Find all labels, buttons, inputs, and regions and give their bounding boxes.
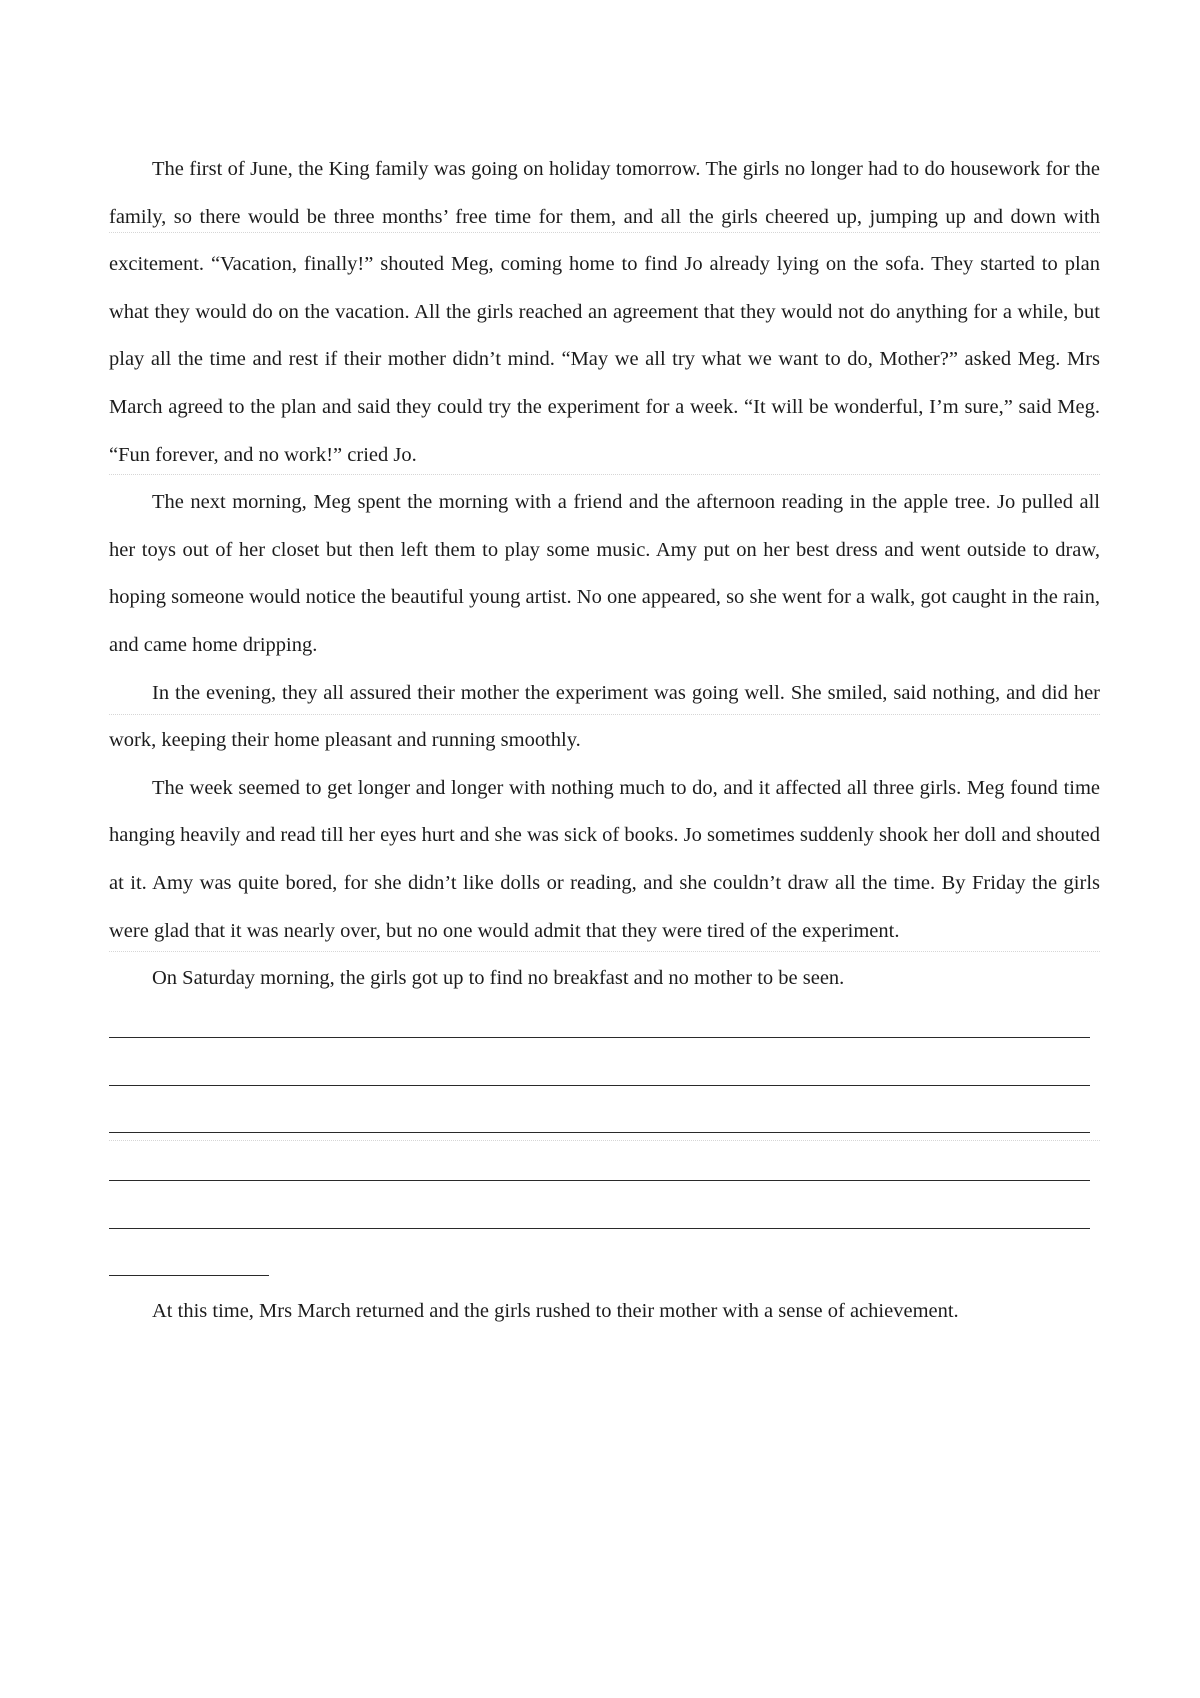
answer-lines — [109, 1003, 1100, 1289]
answer-line[interactable] — [109, 1003, 1100, 1051]
answer-line[interactable] — [109, 1193, 1100, 1241]
paragraph-3: In the evening, they all assured their mother the experiment was going well. She smiled, said nothing, and did her work, keeping their home pleasant and running smoothly. — [109, 681, 1100, 752]
writing-prompt-end: At this time, Mrs March returned and the girls rushed to their mother with a sense of achievement. — [152, 1300, 959, 1323]
answer-line[interactable] — [109, 1098, 1100, 1146]
paragraph-4: The week seemed to get longer and longer with nothing much to do, and it affected all three girls. Meg found time hanging heavily and read till her eyes hurt and she was sick of books. Jo sometimes suddenly shook her doll and shouted at it. Amy was quite bored, for she didn’t like dolls or reading, and she couldn’t draw all the time. By Friday the girls were glad that it was nearly over, but no one would admit that they were tired of the experiment. — [109, 776, 1100, 942]
paragraph-2: The next morning, Meg spent the morning with a friend and the afternoon reading in the apple tree. Jo pulled all her toys out of her closet but then left them to play some music. Amy put on her best dress and went outside to draw, hoping someone would notice the beautiful young artist. No one appeared, so she went for a walk, got caught in the rain, and came home dripping. — [109, 491, 1100, 656]
answer-line[interactable] — [109, 1145, 1100, 1193]
answer-line[interactable] — [109, 1050, 1100, 1098]
paragraph-1: The first of June, the King family was going on holiday tomorrow. The girls no longer had to do housework for the family, so there would be three months’ free time for them, and all the girls cheered up, jumping up and down with excitement. “Vacation, finally!” shouted Meg, coming home to find Jo already lying on the sofa. They started to plan what they would do on the vacation. All the girls reached an agreement that they would not do anything for a while, but play all the time and rest if their mother didn’t mind. “May we all try what we want to do, Mother?” asked Meg. Mrs March agreed to the plan and said they could try the experiment for a week. “It will be wonderful, I’m sure,” said Meg. “Fun forever, and no work!” cried Jo. — [109, 158, 1100, 466]
writing-prompt-start: On Saturday morning, the girls got up to find no breakfast and no mother to be seen. — [152, 967, 845, 990]
answer-line-short[interactable] — [109, 1241, 1100, 1289]
story-body — [109, 146, 1100, 1336]
